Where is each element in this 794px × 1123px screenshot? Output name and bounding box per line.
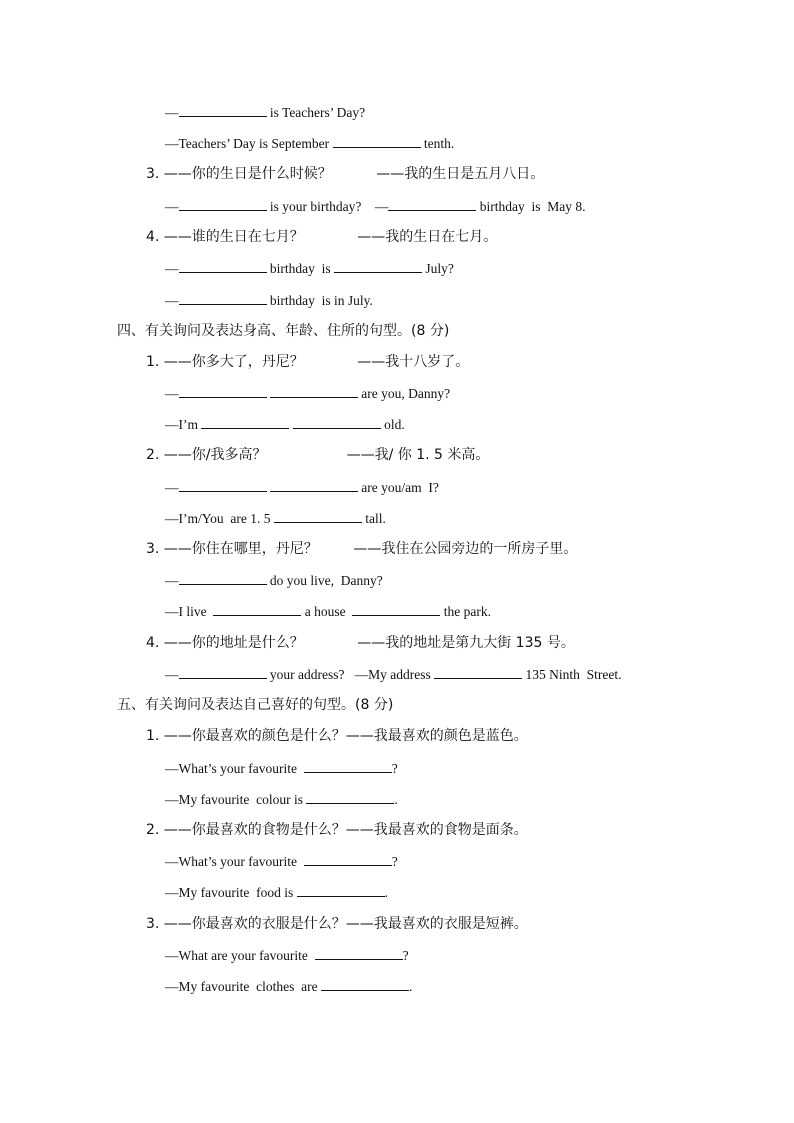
line-text: —Teachers’ Day is September [165,136,333,151]
line-text: 3. ——你最喜欢的衣服是什么？——我最喜欢的衣服是短裤。 [146,916,528,932]
answer-blank[interactable] [179,197,267,211]
answer-blank[interactable] [179,478,267,492]
answer-blank[interactable] [306,790,394,804]
line-text: —What’s your favourite [165,854,304,869]
text-line [165,197,585,216]
text-line [117,696,393,714]
line-text: 五、有关询问及表达自己喜好的句型。(8 分) [117,697,394,713]
line-text: —My favourite clothes are [165,979,321,994]
line-text: 4. ——你的地址是什么？ ——我的地址是第九大街 135 号。 [146,635,575,651]
line-text: —My favourite colour is [165,792,307,807]
line-text: —I’m/You are 1. 5 [165,511,274,526]
text-line [165,134,454,153]
answer-blank[interactable] [179,384,267,398]
line-text: are you/am I? [357,480,439,495]
line-text: the park. [440,604,491,619]
answer-blank[interactable] [434,665,522,679]
line-text: — [165,105,179,120]
text-line [165,384,450,403]
text-line [146,634,575,652]
answer-blank[interactable] [321,977,409,991]
line-text: is Teachers’ Day? [266,105,366,120]
line-text: 4. ——谁的生日在七月？ ——我的生日在七月。 [146,229,498,245]
text-line [146,540,577,558]
line-text: 3. ——你住在哪里，丹尼？ ——我住在公园旁边的一所房子里。 [146,541,578,557]
answer-blank[interactable] [274,509,362,523]
line-text: tall. [361,511,386,526]
line-text: —I’m [165,417,202,432]
line-text: — [165,480,179,495]
line-text: ? [391,854,398,869]
text-line [165,852,398,871]
line-text: birthday is in July. [266,293,373,308]
line-text: old. [380,417,405,432]
text-line [146,353,469,371]
answer-blank[interactable] [315,946,403,960]
line-text: 2. ——你最喜欢的食物是什么？——我最喜欢的食物是面条。 [146,822,528,838]
line-text: —I live [165,604,214,619]
line-text: ? [402,948,409,963]
answer-blank[interactable] [352,602,440,616]
text-line [165,103,365,122]
text-line [165,478,439,497]
answer-blank[interactable] [201,415,289,429]
text-line [165,571,383,590]
line-text: . [394,792,398,807]
line-text: 1. ——你最喜欢的颜色是什么？——我最喜欢的颜色是蓝色。 [146,728,528,744]
line-text: tenth. [420,136,455,151]
text-line [165,883,388,902]
answer-blank[interactable] [333,134,421,148]
line-text: 1. ——你多大了，丹尼？ ——我十八岁了。 [146,354,470,370]
answer-blank[interactable] [270,384,358,398]
answer-blank[interactable] [304,852,392,866]
line-text: 2. ——你/我多高？ ——我/ 你 1. 5 米高。 [146,447,490,463]
text-line [146,821,528,839]
text-line [165,415,405,434]
text-line [165,790,398,809]
answer-blank[interactable] [334,259,422,273]
answer-blank[interactable] [297,883,385,897]
line-text: — [165,261,179,276]
line-text: — [165,667,179,682]
answer-blank[interactable] [293,415,381,429]
line-text: —My favourite food is [165,885,297,900]
answer-blank[interactable] [388,197,476,211]
answer-blank[interactable] [179,291,267,305]
line-text: a house [301,604,353,619]
text-line [146,228,497,246]
text-line [165,259,454,278]
line-text: July? [422,261,454,276]
line-text: — [165,573,179,588]
answer-blank[interactable] [304,759,392,773]
answer-blank[interactable] [270,478,358,492]
line-text: your address? —My address [266,667,435,682]
text-line [165,946,409,965]
text-line [165,977,412,996]
text-line [146,727,528,745]
line-text: —What are your favourite [165,948,315,963]
answer-blank[interactable] [179,665,267,679]
line-text: — [165,386,179,401]
line-text: is your birthday? — [266,199,389,214]
line-text: birthday is May 8. [476,199,586,214]
text-line [117,322,449,340]
line-text: birthday is [266,261,334,276]
text-line [165,602,491,621]
text-line [146,915,528,933]
text-line [165,759,398,778]
answer-blank[interactable] [179,259,267,273]
text-line [146,165,544,183]
text-line [165,509,386,528]
line-text: — [165,293,179,308]
line-text: 3. ——你的生日是什么时候？ ——我的生日是五月八日。 [146,166,545,182]
text-line [165,665,621,684]
line-text: 135 Ninth Street. [522,667,622,682]
line-text: ? [391,761,398,776]
answer-blank[interactable] [179,103,267,117]
text-line [146,446,489,464]
answer-blank[interactable] [213,602,301,616]
line-text: do you live, Danny? [266,573,383,588]
line-text: 四、有关询问及表达身高、年龄、住所的句型。(8 分) [117,323,450,339]
line-text: . [384,885,388,900]
answer-blank[interactable] [179,571,267,585]
text-line [165,291,373,310]
line-text: —What’s your favourite [165,761,304,776]
line-text: — [165,199,179,214]
line-text: are you, Danny? [357,386,451,401]
line-text: . [408,979,413,994]
